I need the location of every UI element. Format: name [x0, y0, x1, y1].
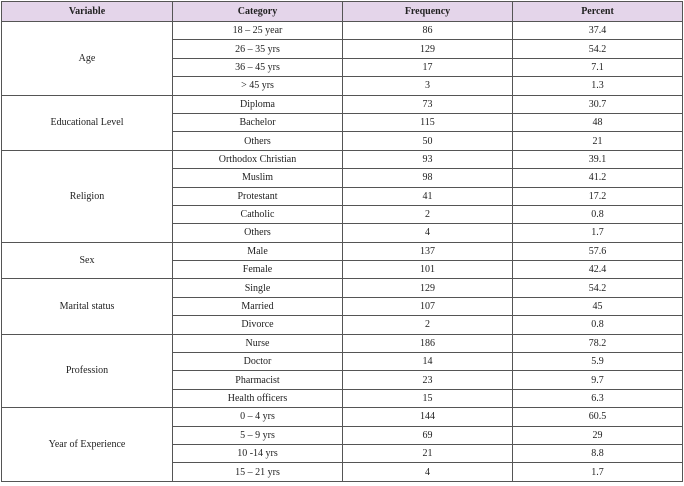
percent-cell: 30.7 — [513, 95, 683, 113]
demographics-table — [1, 1, 683, 482]
table-row — [2, 242, 683, 260]
percent-cell: 8.8 — [513, 444, 683, 462]
frequency-cell: 41 — [343, 187, 513, 205]
header-variable: Variable — [2, 2, 173, 22]
category-cell: Protestant — [173, 187, 343, 205]
category-cell: Others — [173, 132, 343, 150]
category-cell: Catholic — [173, 205, 343, 223]
category-cell: 18 – 25 year — [173, 22, 343, 40]
percent-cell: 78.2 — [513, 334, 683, 352]
category-cell: Single — [173, 279, 343, 297]
table-row — [2, 408, 683, 426]
category-cell: Married — [173, 297, 343, 315]
frequency-cell: 115 — [343, 113, 513, 131]
frequency-cell: 23 — [343, 371, 513, 389]
frequency-cell: 129 — [343, 279, 513, 297]
header-row — [2, 2, 683, 22]
percent-cell: 1.3 — [513, 77, 683, 95]
category-cell: 0 – 4 yrs — [173, 408, 343, 426]
category-cell: Others — [173, 224, 343, 242]
frequency-cell: 21 — [343, 444, 513, 462]
variable-cell: Age — [2, 22, 173, 96]
variable-cell: Year of Experience — [2, 408, 173, 482]
frequency-cell: 14 — [343, 353, 513, 371]
frequency-cell: 69 — [343, 426, 513, 444]
variable-cell: Marital status — [2, 279, 173, 334]
category-cell: Muslim — [173, 169, 343, 187]
percent-cell: 60.5 — [513, 408, 683, 426]
frequency-cell: 3 — [343, 77, 513, 95]
frequency-cell: 2 — [343, 205, 513, 223]
frequency-cell: 93 — [343, 150, 513, 168]
variable-cell: Religion — [2, 150, 173, 242]
percent-cell: 54.2 — [513, 40, 683, 58]
frequency-cell: 86 — [343, 22, 513, 40]
frequency-cell: 50 — [343, 132, 513, 150]
header-percent: Percent — [513, 2, 683, 22]
variable-cell: Profession — [2, 334, 173, 408]
category-cell: 36 – 45 yrs — [173, 58, 343, 76]
table-row — [2, 279, 683, 297]
category-cell: Female — [173, 261, 343, 279]
percent-cell: 0.8 — [513, 316, 683, 334]
table-body — [2, 22, 683, 482]
percent-cell: 42.4 — [513, 261, 683, 279]
category-cell: Nurse — [173, 334, 343, 352]
percent-cell: 1.7 — [513, 463, 683, 481]
percent-cell: 57.6 — [513, 242, 683, 260]
table-row — [2, 22, 683, 40]
percent-cell: 45 — [513, 297, 683, 315]
category-cell: Divorce — [173, 316, 343, 334]
category-cell: 15 – 21 yrs — [173, 463, 343, 481]
category-cell: 5 – 9 yrs — [173, 426, 343, 444]
frequency-cell: 137 — [343, 242, 513, 260]
percent-cell: 39.1 — [513, 150, 683, 168]
percent-cell: 29 — [513, 426, 683, 444]
table-row — [2, 334, 683, 352]
table-row — [2, 150, 683, 168]
table-row — [2, 95, 683, 113]
category-cell: Orthodox Christian — [173, 150, 343, 168]
category-cell: 26 – 35 yrs — [173, 40, 343, 58]
category-cell: Male — [173, 242, 343, 260]
variable-cell: Educational Level — [2, 95, 173, 150]
category-cell: Diploma — [173, 95, 343, 113]
percent-cell: 37.4 — [513, 22, 683, 40]
percent-cell: 9.7 — [513, 371, 683, 389]
frequency-cell: 101 — [343, 261, 513, 279]
variable-cell: Sex — [2, 242, 173, 279]
frequency-cell: 17 — [343, 58, 513, 76]
category-cell: > 45 yrs — [173, 77, 343, 95]
percent-cell: 41.2 — [513, 169, 683, 187]
percent-cell: 5.9 — [513, 353, 683, 371]
frequency-cell: 4 — [343, 463, 513, 481]
percent-cell: 17.2 — [513, 187, 683, 205]
category-cell: Bachelor — [173, 113, 343, 131]
frequency-cell: 4 — [343, 224, 513, 242]
percent-cell: 0.8 — [513, 205, 683, 223]
percent-cell: 48 — [513, 113, 683, 131]
percent-cell: 7.1 — [513, 58, 683, 76]
frequency-cell: 186 — [343, 334, 513, 352]
header-category: Category — [173, 2, 343, 22]
category-cell: 10 -14 yrs — [173, 444, 343, 462]
header-frequency: Frequency — [343, 2, 513, 22]
percent-cell: 54.2 — [513, 279, 683, 297]
frequency-cell: 73 — [343, 95, 513, 113]
frequency-cell: 129 — [343, 40, 513, 58]
frequency-cell: 2 — [343, 316, 513, 334]
frequency-cell: 15 — [343, 389, 513, 407]
frequency-cell: 98 — [343, 169, 513, 187]
category-cell: Doctor — [173, 353, 343, 371]
category-cell: Health officers — [173, 389, 343, 407]
category-cell: Pharmacist — [173, 371, 343, 389]
frequency-cell: 107 — [343, 297, 513, 315]
percent-cell: 21 — [513, 132, 683, 150]
percent-cell: 1.7 — [513, 224, 683, 242]
percent-cell: 6.3 — [513, 389, 683, 407]
frequency-cell: 144 — [343, 408, 513, 426]
